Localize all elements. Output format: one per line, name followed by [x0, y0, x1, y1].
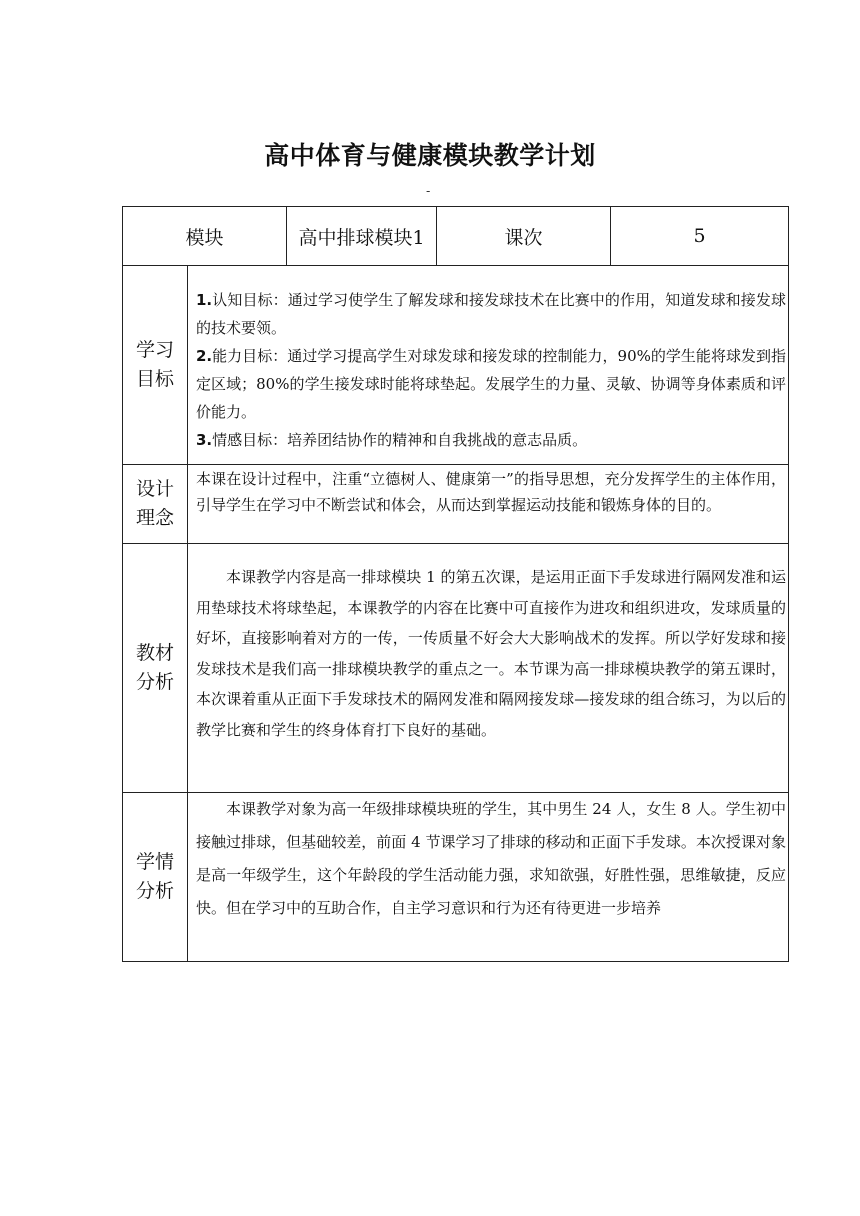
design-text: 本课在设计过程中，注重“立德树人、健康第一”的指导思想，充分发挥学生的主体作用，引导学生在学习中不断尝试和体会，从而达到掌握运动技能和锻炼身体的目的。 [196, 470, 786, 514]
goal-item [196, 342, 786, 426]
goal-text: 能力目标：通过学习提高学生对球发球和接发球的控制能力，90%的学生能将球发到指定区域；80%的学生接发球时能将球垫起。发展学生的力量、灵敏、协调等身体素质和评价能力。 [196, 347, 786, 421]
goal-text: 情感目标：培养团结协作的精神和自我挑战的意志品质。 [212, 431, 588, 449]
lesson-value: 5 [693, 225, 706, 247]
goals-label-text: 学习目标 [135, 339, 174, 390]
students-content [196, 793, 786, 925]
document-title: 高中体育与健康模块教学计划 [264, 141, 596, 170]
row-separator [122, 265, 789, 266]
goals-content [196, 286, 786, 454]
label-column-divider [187, 265, 188, 962]
goals-label [123, 266, 187, 464]
design-label-text: 设计理念 [135, 478, 174, 529]
goal-number: 2. [196, 347, 213, 365]
materials-text: 本课教学内容是高一排球模块 1 的第五次课，是运用正面下手发球进行隔网发准和运用垫球技术将球垫起，本课教学的内容在比赛中可直接作为进攻和组织进攻，发球质量的好坏，直接影响着对方的一传，一传质量不好会大大影响战术的发挥。所以学好发球和接发球技术是我们高一排球模块教学的重点之一。本节课为高一排球模块教学的第五课时，本次课着重从正面下手发球技术的隔网发准和隔网接发球—接发球的组合练习，为以后的教学比赛和学生的终身体育打下良好的基础。 [196, 568, 786, 739]
students-text: 本课教学对象为高一年级排球模块班的学生，其中男生 24 人，女生 8 人。学生初中接触过排球，但基础较差，前面 4 节课学习了排球的移动和正面下手发球。本次授课对象是高一年级学生，这个年龄段的学生活动能力强，求知欲强，好胜性强，思维敏捷，反应快。但在学习中的互助合作，自主学习意识和行为还有待更进一步培养 [196, 800, 786, 917]
students-label-text: 学情分析 [135, 851, 174, 902]
row-separator [122, 464, 789, 465]
module-label: 模块 [185, 226, 224, 249]
module-value: 高中排球模块1 [298, 226, 425, 249]
materials-content [196, 562, 786, 745]
students-label [123, 793, 187, 961]
design-label [123, 465, 187, 543]
lesson-label: 课次 [504, 226, 543, 249]
goal-number: 1. [196, 291, 213, 309]
materials-label-text: 教材分析 [135, 642, 174, 693]
design-content [196, 466, 786, 518]
goal-item [196, 286, 786, 342]
goal-item [196, 426, 786, 454]
materials-label [123, 544, 187, 792]
subtitle-mark: - [426, 184, 431, 198]
goal-text: 认知目标：通过学习使学生了解发球和接发球技术在比赛中的作用，知道发球和接发球的技术要领。 [196, 291, 786, 337]
row-separator [122, 543, 789, 544]
goal-number: 3. [196, 431, 213, 449]
